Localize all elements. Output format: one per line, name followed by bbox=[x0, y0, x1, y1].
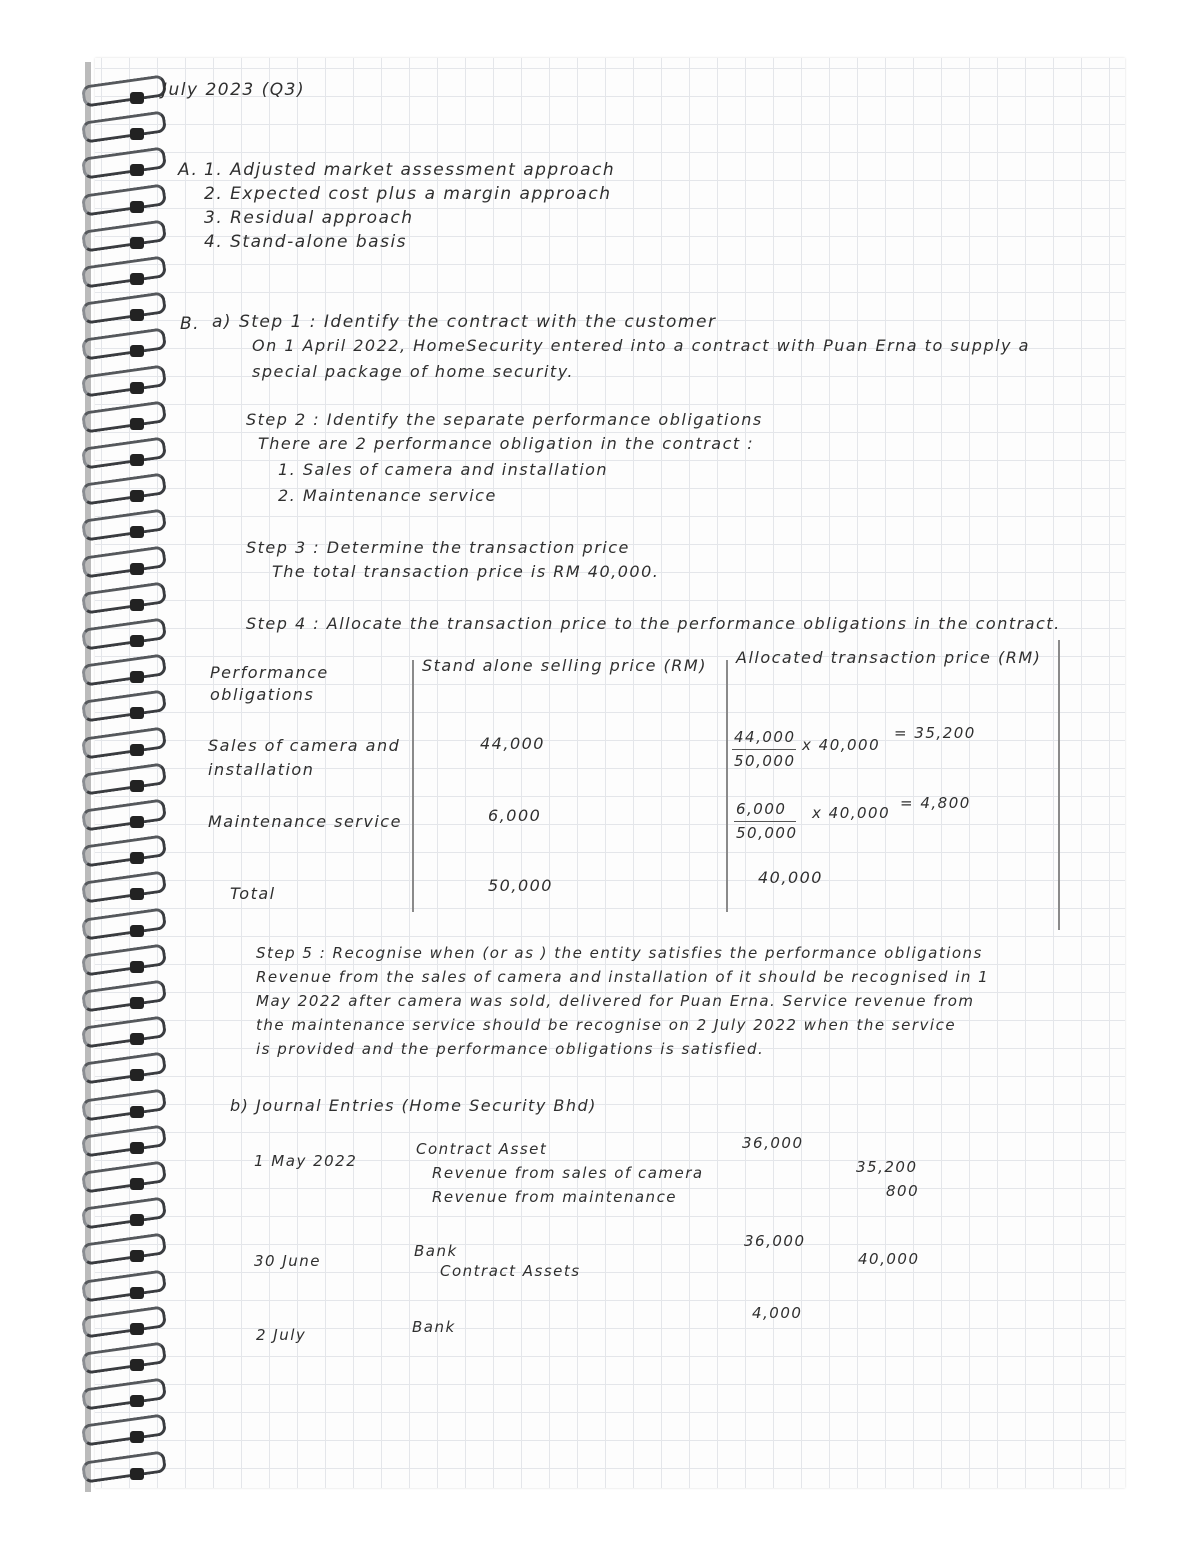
spiral-ring bbox=[81, 726, 167, 759]
table-cell: Sales of camera and installation bbox=[208, 736, 401, 779]
binding-hole bbox=[130, 888, 144, 900]
spiral-ring bbox=[81, 1341, 167, 1374]
step3-text: The total transaction price is RM 40,000. bbox=[272, 562, 660, 581]
step1-text: special package of home security. bbox=[252, 362, 575, 381]
spiral-ring bbox=[81, 183, 167, 216]
spiral-ring bbox=[81, 690, 167, 723]
binding-hole bbox=[130, 92, 144, 104]
binding-hole bbox=[130, 418, 144, 430]
spiral-ring bbox=[81, 1052, 167, 1085]
binding-hole bbox=[130, 599, 144, 611]
spiral-ring bbox=[81, 291, 167, 324]
spiral-ring bbox=[81, 1450, 167, 1483]
table-divider bbox=[1058, 640, 1060, 930]
part-a-item: 3. Residual approach bbox=[204, 208, 414, 228]
binding-hole bbox=[130, 1033, 144, 1045]
binding-hole bbox=[130, 1359, 144, 1371]
spiral-ring bbox=[81, 979, 167, 1012]
table-cell: 6,000 bbox=[488, 806, 542, 825]
binding-hole bbox=[130, 852, 144, 864]
step2-title: Step 2 : Identify the separate performance obligations bbox=[246, 410, 763, 429]
journal-debit: 4,000 bbox=[752, 1304, 803, 1322]
binding-hole bbox=[130, 1431, 144, 1443]
page-header: July 2023 (Q3) bbox=[162, 80, 306, 100]
table-total-label: Total bbox=[230, 884, 276, 903]
binding-hole bbox=[130, 997, 144, 1009]
binding-hole bbox=[130, 201, 144, 213]
spiral-ring bbox=[81, 509, 167, 542]
binding-hole bbox=[130, 382, 144, 394]
binding-hole bbox=[130, 526, 144, 538]
spiral-ring bbox=[81, 1305, 167, 1338]
table-cell: = 35,200 bbox=[894, 724, 976, 742]
journal-credit: 35,200 bbox=[856, 1158, 918, 1176]
step1-title: a) Step 1 : Identify the contract with the customer bbox=[212, 312, 717, 332]
spiral-ring bbox=[81, 1377, 167, 1410]
journal-date: 1 May 2022 bbox=[254, 1152, 358, 1170]
step5-text: Revenue from the sales of camera and installation of it should be recognised in 1 bbox=[256, 968, 990, 986]
binding-hole bbox=[130, 1214, 144, 1226]
spiral-ring bbox=[81, 907, 167, 940]
binding-hole bbox=[130, 707, 144, 719]
step4-title: Step 4 : Allocate the transaction price to the performance obligations in the contract. bbox=[246, 614, 1061, 633]
part-a-item: 4. Stand-alone basis bbox=[204, 232, 408, 252]
fraction-denominator: 50,000 bbox=[736, 824, 798, 842]
spiral-ring bbox=[81, 436, 167, 469]
journal-account: Bank bbox=[412, 1318, 456, 1336]
fraction-numerator: 44,000 bbox=[734, 728, 796, 746]
step2-text: There are 2 performance obligation in the contract : bbox=[258, 434, 755, 453]
binding-hole bbox=[130, 671, 144, 683]
binding-hole bbox=[130, 164, 144, 176]
table-header: Stand alone selling price (RM) bbox=[422, 656, 707, 675]
binding-hole bbox=[130, 345, 144, 357]
spiral-ring bbox=[81, 834, 167, 867]
binding-hole bbox=[130, 961, 144, 973]
spiral-binding bbox=[70, 70, 165, 1490]
binding-hole bbox=[130, 128, 144, 140]
binding-hole bbox=[130, 635, 144, 647]
spiral-ring bbox=[81, 871, 167, 904]
spiral-ring bbox=[81, 1414, 167, 1447]
journal-account: Contract Asset bbox=[416, 1140, 548, 1158]
journal-debit: 36,000 bbox=[742, 1134, 804, 1152]
binding-hole bbox=[130, 309, 144, 321]
journal-credit: 40,000 bbox=[858, 1250, 920, 1268]
spiral-ring bbox=[81, 1124, 167, 1157]
spiral-ring bbox=[81, 1088, 167, 1121]
fraction-denominator: 50,000 bbox=[734, 752, 796, 770]
binding-hole bbox=[130, 1468, 144, 1480]
step5-text: Step 5 : Recognise when (or as ) the entity satisfies the performance obligations bbox=[256, 944, 983, 962]
journal-credit: 800 bbox=[886, 1182, 920, 1200]
fraction-bar bbox=[732, 749, 796, 750]
spiral-ring bbox=[81, 762, 167, 795]
spiral-ring bbox=[81, 147, 167, 180]
spiral-ring bbox=[81, 1160, 167, 1193]
spiral-ring bbox=[81, 400, 167, 433]
binding-hole bbox=[130, 1250, 144, 1262]
fraction-bar bbox=[734, 821, 796, 822]
table-total: 50,000 bbox=[488, 876, 553, 895]
journal-account: Contract Assets bbox=[440, 1262, 581, 1280]
table-cell: x 40,000 bbox=[802, 736, 881, 754]
binding-hole bbox=[130, 1106, 144, 1118]
binding-hole bbox=[130, 1287, 144, 1299]
spiral-ring bbox=[81, 798, 167, 831]
spiral-ring bbox=[81, 1015, 167, 1048]
binding-hole bbox=[130, 925, 144, 937]
binding-hole bbox=[130, 454, 144, 466]
step2-item: 2. Maintenance service bbox=[278, 486, 497, 505]
journal-title: b) Journal Entries (Home Security Bhd) bbox=[230, 1096, 597, 1115]
fraction-numerator: 6,000 bbox=[736, 800, 787, 818]
step5-text: the maintenance service should be recognise on 2 July 2022 when the service bbox=[256, 1016, 957, 1034]
spiral-ring bbox=[81, 581, 167, 614]
spiral-ring bbox=[81, 1269, 167, 1302]
binding-hole bbox=[130, 816, 144, 828]
binding-hole bbox=[130, 1178, 144, 1190]
journal-account: Revenue from sales of camera bbox=[432, 1164, 704, 1182]
spiral-ring bbox=[81, 110, 167, 143]
journal-account: Revenue from maintenance bbox=[432, 1188, 678, 1206]
table-cell: x 40,000 bbox=[812, 804, 891, 822]
part-b-label: B. bbox=[180, 314, 201, 334]
spiral-ring bbox=[81, 219, 167, 252]
spiral-ring bbox=[81, 328, 167, 361]
step2-item: 1. Sales of camera and installation bbox=[278, 460, 609, 479]
binding-hole bbox=[130, 273, 144, 285]
step3-title: Step 3 : Determine the transaction price bbox=[246, 538, 630, 557]
part-a-label: A. bbox=[178, 160, 199, 180]
table-header: Performance obligations bbox=[210, 663, 329, 704]
spiral-ring bbox=[81, 545, 167, 578]
spiral-ring bbox=[81, 1233, 167, 1266]
table-header: Allocated transaction price (RM) bbox=[736, 648, 1042, 667]
spiral-ring bbox=[81, 1196, 167, 1229]
binding-hole bbox=[130, 490, 144, 502]
table-divider bbox=[726, 660, 728, 912]
journal-date: 30 June bbox=[254, 1252, 322, 1270]
table-cell: 44,000 bbox=[480, 734, 545, 753]
spiral-ring bbox=[81, 472, 167, 505]
spiral-ring bbox=[81, 617, 167, 650]
binding-hole bbox=[130, 1142, 144, 1154]
journal-debit: 36,000 bbox=[744, 1232, 806, 1250]
table-total: 40,000 bbox=[758, 868, 823, 887]
step1-text: On 1 April 2022, HomeSecurity entered into a contract with Puan Erna to supply a bbox=[252, 336, 1030, 355]
spiral-ring bbox=[81, 74, 167, 107]
binding-hole bbox=[130, 563, 144, 575]
table-cell: = 4,800 bbox=[900, 794, 971, 812]
spiral-ring bbox=[81, 364, 167, 397]
table-divider bbox=[412, 660, 414, 912]
part-a-item: 1. Adjusted market assessment approach bbox=[204, 160, 616, 180]
spiral-ring bbox=[81, 943, 167, 976]
table-cell: Maintenance service bbox=[208, 812, 402, 831]
journal-account: Bank bbox=[414, 1242, 458, 1260]
part-a-item: 2. Expected cost plus a margin approach bbox=[204, 184, 612, 204]
binding-hole bbox=[130, 1323, 144, 1335]
spiral-ring bbox=[81, 255, 167, 288]
binding-hole bbox=[130, 237, 144, 249]
binding-hole bbox=[130, 744, 144, 756]
step5-text: May 2022 after camera was sold, delivered for Puan Erna. Service revenue from bbox=[256, 992, 975, 1010]
binding-hole bbox=[130, 1069, 144, 1081]
spiral-ring bbox=[81, 653, 167, 686]
step5-text: is provided and the performance obligations is satisfied. bbox=[256, 1040, 765, 1058]
binding-hole bbox=[130, 780, 144, 792]
binding-hole bbox=[130, 1395, 144, 1407]
journal-date: 2 July bbox=[256, 1326, 307, 1344]
